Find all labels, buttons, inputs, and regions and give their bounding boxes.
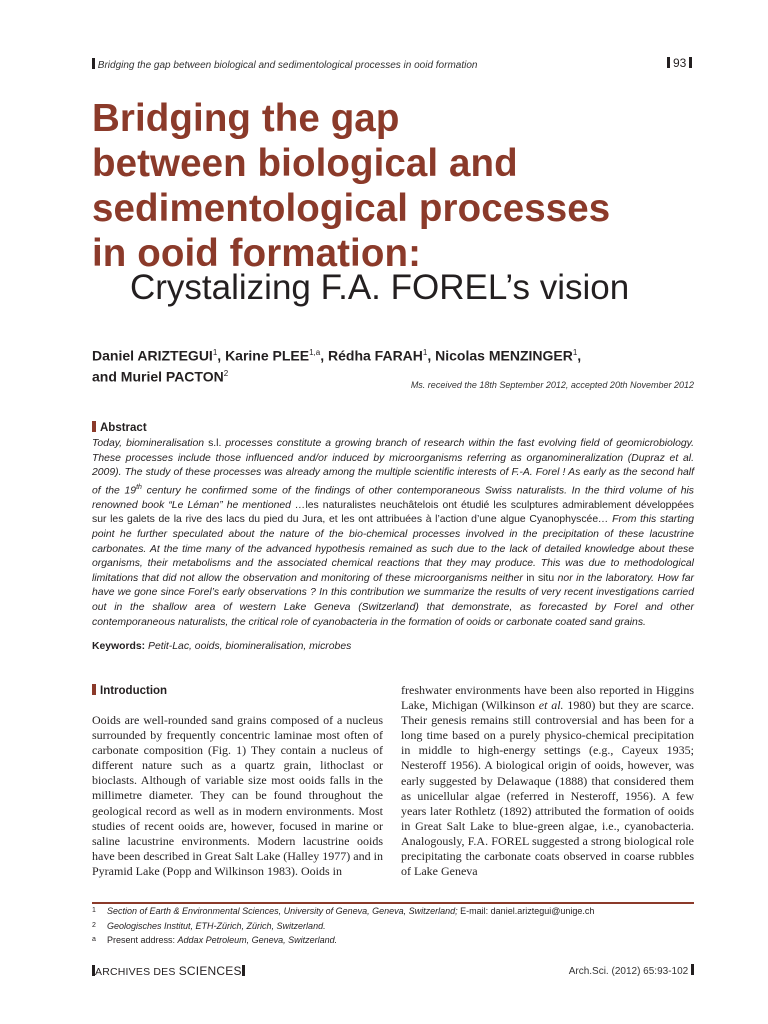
abstract-heading-bar: [92, 421, 96, 432]
abstract-text-2: processes constitute a growing branch of research within the fast evolving field of geomicrobiology. These processes include those influenced and/or induced by microorganisms referring as organomineralization (Dupraz et al. 2009). The study of these processes was already among the multiple scientific interests of F.-A. Forel ! As early as the second half of the 19: [92, 438, 694, 497]
footnote-3-label: Present address:: [107, 935, 178, 945]
author-5: Muriel PACTON: [120, 368, 224, 385]
abstract-heading-text: Abstract: [100, 422, 147, 434]
citation-text: Arch.Sci. (2012) 65:93-102: [568, 966, 689, 977]
header-bar: [92, 58, 95, 69]
journal-name-a: ARCHIVES DES: [95, 966, 176, 978]
journal-name-b: SCIENCES: [178, 964, 242, 978]
journal-bar-right: [242, 965, 245, 976]
abstract-heading: [92, 421, 147, 434]
author-3-affil: 1: [422, 348, 428, 357]
author-4-affil: 1: [572, 348, 578, 357]
introduction-column-2: [401, 683, 694, 879]
footnote-3: [92, 935, 337, 945]
running-title: Bridging the gap between biological and sedimentological processes in ooid formation: [97, 60, 478, 71]
introduction-heading: [92, 684, 167, 697]
author-3: Rédha FARAH: [328, 347, 423, 364]
keywords: [92, 641, 694, 652]
keywords-label: Keywords:: [92, 641, 146, 652]
footnote-1: [92, 906, 594, 916]
footnote-2: [92, 921, 326, 931]
footnote-3-mark: a: [92, 936, 96, 943]
author-1-affil: 1: [212, 348, 218, 357]
title-line-3: sedimentological processes: [92, 187, 611, 230]
author-4: Nicolas MENZINGER: [435, 347, 573, 364]
footnote-1-mark: 1: [92, 907, 96, 914]
column-2-text-b: 1980) but they are scarce. Their genesis remains still controversial and has been for a long time based on a purely physico-chemical precipitation in middle to high-energy settings (e.g., Cayeux 1935; Nesteroff 1956). A biological origin of ooids, however, was early suggested by Delawaque (1888) that considered them as unicellular algae (referred in Nesteroff, 1956). A few years later Rothletz (1892) attributed the formation of ooids in Great Salt Lake to blue-green algae, i.e., cyanobacteria. Analogously, F.A. FOREL suggested a strong biological role precipitating the carbonate coats observed in coarse rubbles of Lake Geneva: [401, 698, 694, 879]
abstract-text-5: nor in the laboratory. How far have we gone since Forel’s early observations ? In this contribution we summarize the results of very recent investigations carried out in the shallow area of western Lake Geneva (Switzerland) that demonstrate, as forecasted by Forel and other contemporaneous naturalists, the critical role of cyanobacteria in the formation of ooids or carbonate coated sand grains.: [92, 572, 694, 628]
journal-name: [92, 964, 245, 978]
author-2: Karine PLEE: [225, 347, 310, 364]
page-number-value: 93: [673, 56, 687, 70]
author-2-affil: 1,a: [309, 348, 321, 357]
abstract-text-4: … From this starting point he further speculated about the nature of the bio-chemical processes involved in the precipitation of these lacustrine carbonates. At the time many of the advanced hypothesis remained as such due to the lack of detailed knowledge about these organisms, their metabolisms and the associated chemical reactions that they may produce. This was due to methodological limitations that did not allow the observation and monitoring of these microorganisms neither: [92, 514, 695, 584]
running-header: [92, 58, 477, 71]
abstract-in-situ: in situ: [526, 572, 555, 584]
footnote-1-email[interactable]: E-mail: daniel.ariztegui@unige.ch: [457, 906, 595, 916]
column-2-text-a: freshwater environments have been also reported in Higgins Lake, Michigan (Wilkinson: [401, 683, 694, 713]
abstract-text-3: century he confirmed some of the findings of other contemporaneous Swiss naturalists. In the third volume of his renowned book “Le Léman” he mentioned …: [92, 485, 694, 511]
footnote-1-text: Section of Earth & Environmental Sciences, University of Geneva, Geneva, Switzerland;: [107, 906, 458, 916]
introduction-heading-text: Introduction: [100, 685, 168, 697]
author-5-affil: 2: [223, 368, 229, 378]
page-number: [667, 56, 692, 70]
citation: [540, 964, 694, 977]
article-subtitle: Crystalizing F.A. FOREL’s vision: [130, 268, 630, 307]
abstract-body: [92, 437, 694, 630]
abstract-sl: s.l.: [204, 438, 222, 449]
footnote-2-mark: 2: [92, 922, 96, 929]
footnote-rule: [92, 902, 694, 904]
introduction-heading-bar: [92, 684, 96, 695]
author-1: Daniel ARIZTEGUI: [92, 347, 213, 364]
abstract-sup-th: th: [136, 483, 142, 491]
author-list: Daniel ARIZTEGUI$^1$, Karine PLEE$^{1,a}$, Rédha FARAH$^1$, Nicolas MENZINGER$^1$, and Muriel PACTON$^2$: [92, 347, 582, 385]
abstract-forel-quote: les naturalistes neuchâtelois ont étudié les sculptures admirablement développées sur les galets de la rive des lacs du pied du Jura, et les ont attribuées à l’action d’une algue Cyanophyscée: [92, 499, 694, 526]
page-number-bar-right: [689, 57, 692, 68]
introduction-column-1: Ooids are well-rounded sand grains composed of a nucleus surrounded by frequently concentric laminae most often of carbonate composition (Fig. 1) They contain a nucleus of different nature such as a quartz grain, lithoclast or bioclasts. Although of variable size most ooids falls in the millimetre diameter. They can be found throughout the geological record as well as in modern environments. Most studies of recent ooids are, however, focused in marine or saline lacustrine environments. Modern lacustrine ooids have been described in Great Salt Lake (Halley 1977) and in Pyramid Lake (Popp and Wilkinson 1983). Ooids in: [92, 713, 383, 878]
received-dates: Ms. received the 18th September 2012, accepted 20th November 2012: [410, 380, 694, 390]
footnote-2-text: Geologisches Institut, ETH-Zürich, Zürich, Switzerland.: [107, 921, 326, 931]
article-title: [92, 96, 732, 276]
title-line-4: in ooid formation:: [92, 232, 421, 275]
author-and: and: [92, 368, 117, 385]
footnote-3-text: Addax Petroleum, Geneva, Switzerland.: [177, 935, 338, 945]
column-2-et-al: et al.: [538, 698, 564, 713]
title-line-2: between biological and: [92, 142, 518, 185]
page-number-bar-left: [667, 57, 670, 68]
title-line-1: Bridging the gap: [92, 97, 400, 140]
citation-bar: [691, 964, 694, 975]
keywords-list: Petit-Lac, ooids, biomineralisation, microbes: [148, 641, 352, 652]
abstract-text-1: Today, biomineralisation: [92, 438, 205, 449]
